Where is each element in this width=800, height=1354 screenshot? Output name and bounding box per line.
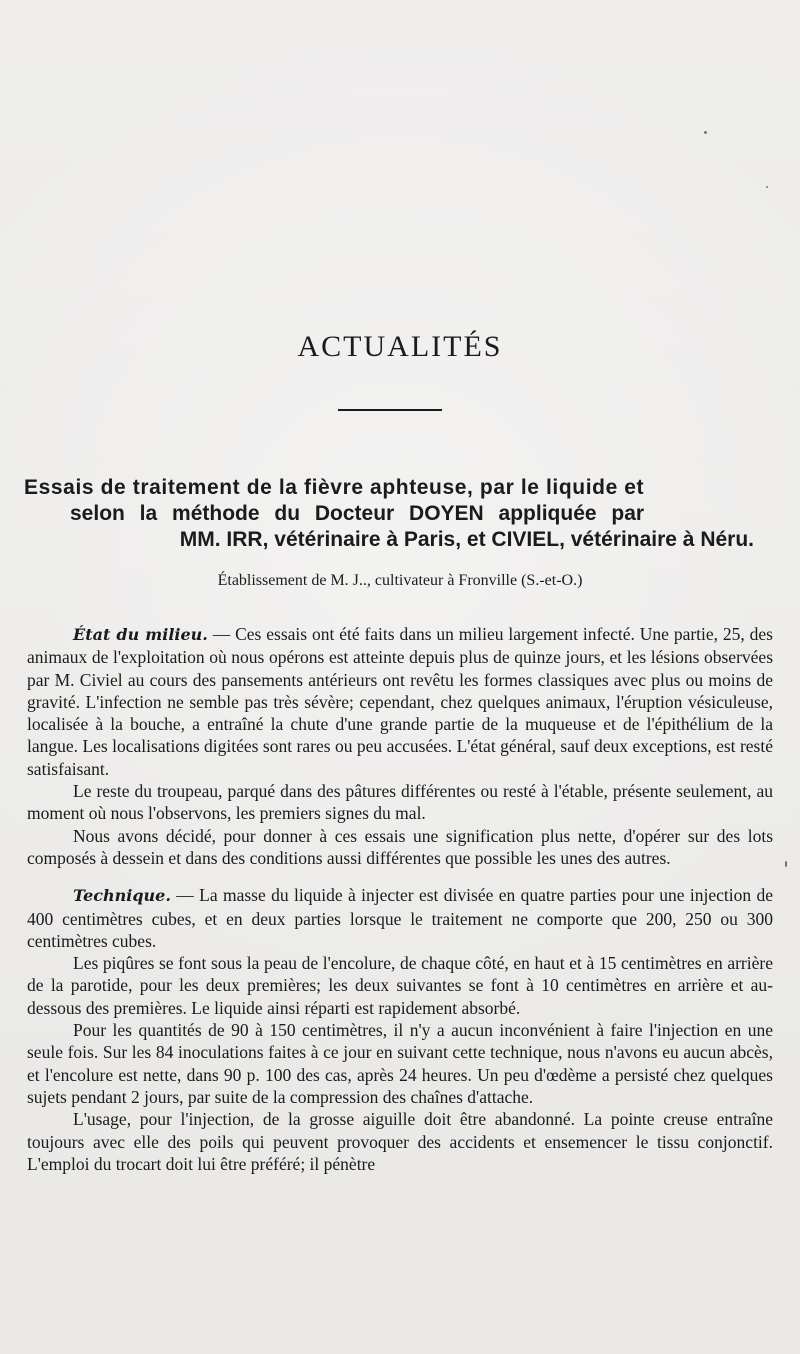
article-body <box>27 623 773 1175</box>
section-label: État du milieu. <box>73 625 208 644</box>
paragraph: Le reste du troupeau, parqué dans des pâtures différentes ou resté à l'étable, présente seulement, au moment où nous l'observons, les premiers signes du mal. <box>27 781 773 824</box>
article-title-line: Essais de traitement de la fièvre aphteuse, par le liquide et <box>24 476 645 499</box>
section-heading: ACTUALITÉS <box>297 330 503 363</box>
print-speck <box>785 861 787 867</box>
paragraph: Pour les quantités de 90 à 150 centimètres, il n'y a aucun inconvénient à faire l'injection en une seule fois. Sur les 84 inoculations faites à ce jour en suivant cette technique, nous n'avons eu aucun abcès, et l'encolure est nette, dans 90 p. 100 des cas, après 24 heures. Un peu d'œdème a persisté chez quelques sujets pendant 2 jours, par suite de la compression des chaînes d'attache. <box>27 1020 773 1107</box>
print-speck <box>704 131 707 134</box>
paragraph: L'usage, pour l'injection, de la grosse aiguille doit être abandonné. La pointe creuse entraîne toujours avec elle des poils qui peuvent provoquer des accidents et ensemencer le tissu conjonctif. L'emploi du trocart doit lui être préféré; il pénètre <box>27 1109 773 1174</box>
paragraph-text: — La masse du liquide à injecter est divisée en quatre parties pour une injection de 400 centimètres cubes, et en deux parties lorsque le traitement ne comporte que 200, 250 ou 300 centimètres cubes. <box>27 885 773 951</box>
article-title-line: selon la méthode du Docteur DOYEN appliquée par <box>70 502 645 525</box>
paragraph: Nous avons décidé, pour donner à ces essais une signification plus nette, d'opérer sur des lots composés à dessein et dans des conditions aussi différentes que possible les unes des autres. <box>27 825 773 868</box>
paragraph <box>27 884 773 952</box>
paragraph: Les piqûres se font sous la peau de l'encolure, de chaque côté, en haut et à 15 centimètres en arrière de la parotide, pour les deux premières; les deux suivantes se font à 10 centimètres en arrière et au-dessous des premières. Le liquide ainsi réparti est rapidement absorbé. <box>27 953 773 1018</box>
section-label: Technique. <box>73 886 171 906</box>
article-title <box>24 475 762 553</box>
paragraph <box>27 623 773 780</box>
paragraph-text: — Ces essais ont été faits dans un milieu largement infecté. Une partie, 25, des animaux de l'exploitation où nous opérons est atteinte depuis plus de quinze jours, et les lésions observées par M. Civiel au cours des pansements antérieurs ont revêtu les formes classiques avec plus ou moins de gravité. L'infection ne semble pas très sévère; cependant, chez quelques animaux, l'éruption vésiculeuse, localisée à la bouche, a entraîné la chute d'une grande partie de la muqueuse et de l'épithélium de la langue. Les localisations digitées sont rares ou peu accusées. L'état général, sauf deux exceptions, est resté satisfaisant. <box>27 624 773 779</box>
article-subtitle: Établissement de M. J.., cultivateur à Fronville (S.-et-O.) <box>217 572 583 589</box>
article-title-line: MM. IRR, vétérinaire à Paris, et CIVIEL, vétérinaire à Néru. <box>179 528 754 551</box>
heading-rule <box>338 409 442 411</box>
print-speck <box>766 186 768 188</box>
